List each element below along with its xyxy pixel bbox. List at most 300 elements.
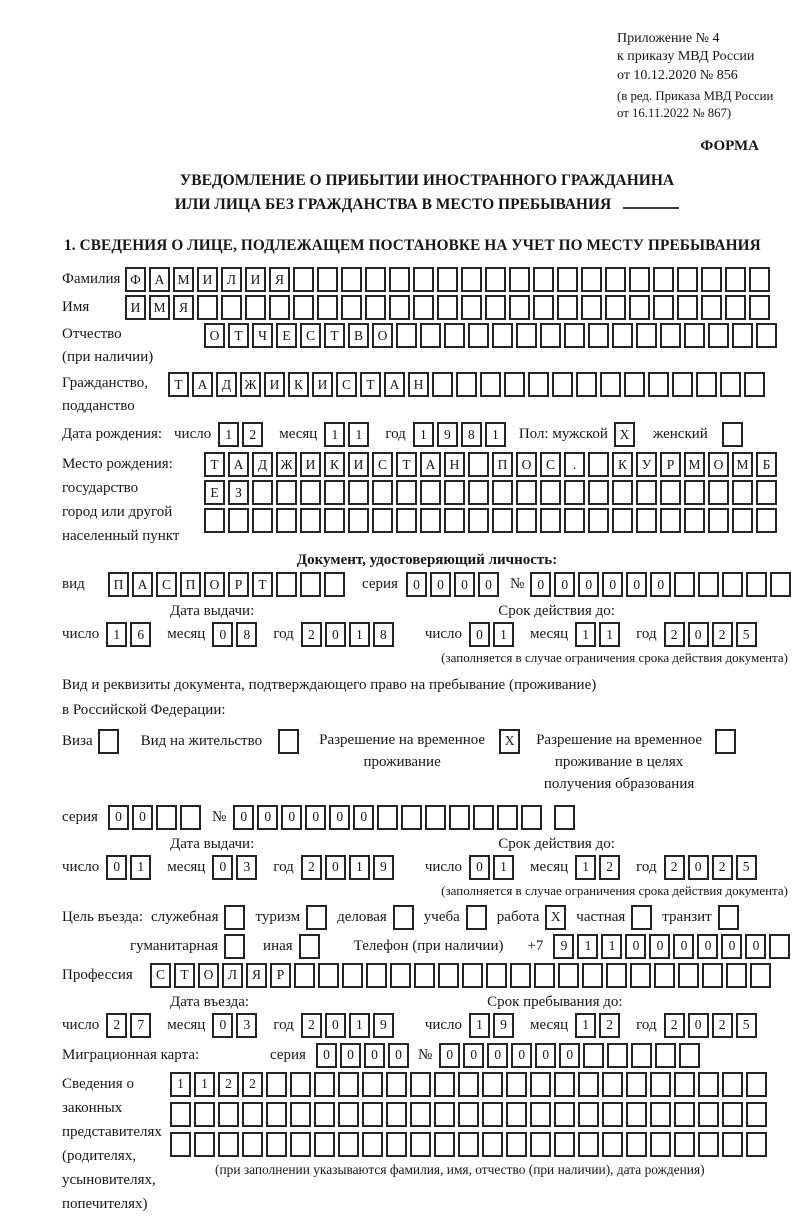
char-box[interactable]: 2 xyxy=(301,622,322,647)
char-box[interactable]: Ф xyxy=(125,267,146,292)
char-box[interactable]: 0 xyxy=(364,1043,385,1068)
char-box[interactable] xyxy=(530,1102,551,1127)
char-box[interactable] xyxy=(677,267,698,292)
char-box[interactable]: 0 xyxy=(721,934,742,959)
char-box[interactable] xyxy=(341,295,362,320)
char-box[interactable] xyxy=(324,480,345,505)
char-box[interactable]: Т xyxy=(252,572,273,597)
char-box[interactable] xyxy=(750,963,771,988)
char-box[interactable]: 0 xyxy=(535,1043,556,1068)
char-box[interactable] xyxy=(420,480,441,505)
char-box[interactable] xyxy=(600,372,621,397)
char-box[interactable]: 7 xyxy=(130,1013,151,1038)
char-box[interactable]: 1 xyxy=(130,855,151,880)
char-box[interactable] xyxy=(626,1072,647,1097)
char-box[interactable]: 0 xyxy=(257,805,278,830)
char-box[interactable]: С xyxy=(336,372,357,397)
char-box[interactable]: 0 xyxy=(325,622,346,647)
char-box[interactable]: Б xyxy=(756,452,777,477)
char-box[interactable] xyxy=(588,323,609,348)
char-box[interactable]: Д xyxy=(252,452,273,477)
char-box[interactable]: А xyxy=(149,267,170,292)
char-box[interactable] xyxy=(718,905,739,930)
char-box[interactable] xyxy=(458,1132,479,1157)
char-box[interactable] xyxy=(698,572,719,597)
char-box[interactable]: 8 xyxy=(236,622,257,647)
char-box[interactable]: X xyxy=(614,422,635,447)
char-box[interactable] xyxy=(756,508,777,533)
char-box[interactable]: Т xyxy=(204,452,225,477)
char-box[interactable] xyxy=(674,1132,695,1157)
char-box[interactable] xyxy=(266,1072,287,1097)
char-box[interactable]: Л xyxy=(222,963,243,988)
char-box[interactable]: 1 xyxy=(577,934,598,959)
char-box[interactable]: 1 xyxy=(349,855,370,880)
char-box[interactable] xyxy=(420,508,441,533)
char-box[interactable] xyxy=(224,905,245,930)
char-box[interactable] xyxy=(389,295,410,320)
char-box[interactable] xyxy=(588,452,609,477)
char-box[interactable]: Т xyxy=(324,323,345,348)
char-box[interactable] xyxy=(504,372,525,397)
char-box[interactable]: 0 xyxy=(132,805,153,830)
char-box[interactable]: X xyxy=(499,729,520,754)
char-box[interactable]: К xyxy=(324,452,345,477)
char-box[interactable] xyxy=(660,508,681,533)
char-box[interactable] xyxy=(466,905,487,930)
char-box[interactable]: 0 xyxy=(406,572,427,597)
char-box[interactable] xyxy=(269,295,290,320)
char-box[interactable] xyxy=(678,963,699,988)
char-box[interactable]: 1 xyxy=(575,1013,596,1038)
char-box[interactable] xyxy=(458,1072,479,1097)
char-box[interactable]: 2 xyxy=(242,1072,263,1097)
char-box[interactable]: И xyxy=(245,267,266,292)
char-box[interactable] xyxy=(648,372,669,397)
char-box[interactable]: Ж xyxy=(240,372,261,397)
char-box[interactable] xyxy=(612,323,633,348)
char-box[interactable] xyxy=(306,905,327,930)
char-box[interactable] xyxy=(722,1132,743,1157)
char-box[interactable]: 9 xyxy=(437,422,458,447)
char-box[interactable]: 0 xyxy=(325,1013,346,1038)
char-box[interactable]: М xyxy=(732,452,753,477)
char-box[interactable] xyxy=(473,805,494,830)
char-box[interactable]: 0 xyxy=(559,1043,580,1068)
char-box[interactable] xyxy=(660,323,681,348)
char-box[interactable] xyxy=(197,295,218,320)
char-box[interactable] xyxy=(266,1102,287,1127)
char-box[interactable]: М xyxy=(173,267,194,292)
char-box[interactable] xyxy=(314,1072,335,1097)
char-box[interactable] xyxy=(605,267,626,292)
char-box[interactable] xyxy=(696,372,717,397)
char-box[interactable] xyxy=(401,805,422,830)
char-box[interactable] xyxy=(170,1102,191,1127)
char-box[interactable]: 5 xyxy=(736,622,757,647)
char-box[interactable]: Т xyxy=(360,372,381,397)
char-box[interactable]: 2 xyxy=(664,855,685,880)
char-box[interactable] xyxy=(540,323,561,348)
char-box[interactable] xyxy=(420,323,441,348)
char-box[interactable]: К xyxy=(288,372,309,397)
char-box[interactable] xyxy=(602,1132,623,1157)
char-box[interactable]: 5 xyxy=(736,855,757,880)
char-box[interactable]: 2 xyxy=(664,622,685,647)
char-box[interactable]: И xyxy=(197,267,218,292)
char-box[interactable]: 0 xyxy=(316,1043,337,1068)
char-box[interactable] xyxy=(581,295,602,320)
char-box[interactable] xyxy=(698,1102,719,1127)
char-box[interactable] xyxy=(245,295,266,320)
char-box[interactable] xyxy=(756,323,777,348)
char-box[interactable]: 0 xyxy=(688,855,709,880)
char-box[interactable] xyxy=(746,572,767,597)
char-box[interactable]: 2 xyxy=(664,1013,685,1038)
char-box[interactable] xyxy=(156,805,177,830)
char-box[interactable]: 0 xyxy=(487,1043,508,1068)
char-box[interactable]: 0 xyxy=(649,934,670,959)
char-box[interactable] xyxy=(492,508,513,533)
char-box[interactable]: 0 xyxy=(469,622,490,647)
char-box[interactable] xyxy=(486,963,507,988)
char-box[interactable] xyxy=(480,372,501,397)
char-box[interactable] xyxy=(462,963,483,988)
char-box[interactable] xyxy=(338,1132,359,1157)
char-box[interactable]: 9 xyxy=(373,1013,394,1038)
char-box[interactable]: 0 xyxy=(454,572,475,597)
char-box[interactable]: 0 xyxy=(578,572,599,597)
char-box[interactable] xyxy=(722,1072,743,1097)
char-box[interactable]: Ч xyxy=(252,323,273,348)
char-box[interactable]: 2 xyxy=(599,855,620,880)
char-box[interactable] xyxy=(362,1132,383,1157)
char-box[interactable]: 0 xyxy=(108,805,129,830)
char-box[interactable]: 8 xyxy=(373,622,394,647)
char-box[interactable] xyxy=(300,480,321,505)
char-box[interactable] xyxy=(414,963,435,988)
char-box[interactable] xyxy=(631,905,652,930)
char-box[interactable] xyxy=(468,508,489,533)
char-box[interactable] xyxy=(386,1072,407,1097)
char-box[interactable] xyxy=(698,1132,719,1157)
char-box[interactable]: 1 xyxy=(194,1072,215,1097)
char-box[interactable] xyxy=(732,323,753,348)
char-box[interactable]: 2 xyxy=(242,422,263,447)
char-box[interactable]: С xyxy=(540,452,561,477)
char-box[interactable] xyxy=(468,452,489,477)
char-box[interactable] xyxy=(630,963,651,988)
char-box[interactable] xyxy=(314,1132,335,1157)
char-box[interactable]: 1 xyxy=(413,422,434,447)
char-box[interactable] xyxy=(564,508,585,533)
char-box[interactable]: П xyxy=(108,572,129,597)
char-box[interactable] xyxy=(722,1102,743,1127)
char-box[interactable] xyxy=(631,1043,652,1068)
char-box[interactable] xyxy=(468,323,489,348)
char-box[interactable]: В xyxy=(348,323,369,348)
char-box[interactable] xyxy=(725,267,746,292)
char-box[interactable]: 0 xyxy=(340,1043,361,1068)
char-box[interactable]: 3 xyxy=(236,1013,257,1038)
char-box[interactable]: 0 xyxy=(281,805,302,830)
char-box[interactable] xyxy=(521,805,542,830)
char-box[interactable] xyxy=(386,1102,407,1127)
char-box[interactable]: 1 xyxy=(469,1013,490,1038)
char-box[interactable]: 0 xyxy=(212,622,233,647)
char-box[interactable] xyxy=(578,1072,599,1097)
char-box[interactable] xyxy=(725,295,746,320)
char-box[interactable] xyxy=(228,508,249,533)
char-box[interactable] xyxy=(386,1132,407,1157)
char-box[interactable] xyxy=(674,572,695,597)
char-box[interactable] xyxy=(650,1102,671,1127)
char-box[interactable] xyxy=(540,508,561,533)
char-box[interactable] xyxy=(746,1132,767,1157)
char-box[interactable] xyxy=(653,267,674,292)
char-box[interactable] xyxy=(506,1132,527,1157)
char-box[interactable]: 1 xyxy=(601,934,622,959)
char-box[interactable] xyxy=(629,267,650,292)
char-box[interactable]: П xyxy=(492,452,513,477)
char-box[interactable] xyxy=(396,508,417,533)
char-box[interactable] xyxy=(372,508,393,533)
char-box[interactable]: У xyxy=(636,452,657,477)
char-box[interactable]: А xyxy=(132,572,153,597)
char-box[interactable] xyxy=(588,480,609,505)
char-box[interactable]: Я xyxy=(246,963,267,988)
char-box[interactable] xyxy=(314,1102,335,1127)
char-box[interactable] xyxy=(218,1132,239,1157)
char-box[interactable] xyxy=(221,295,242,320)
char-box[interactable] xyxy=(509,267,530,292)
char-box[interactable] xyxy=(432,372,453,397)
char-box[interactable]: 0 xyxy=(625,934,646,959)
char-box[interactable] xyxy=(660,480,681,505)
char-box[interactable]: 0 xyxy=(212,855,233,880)
char-box[interactable]: 3 xyxy=(236,855,257,880)
char-box[interactable]: 0 xyxy=(650,572,671,597)
char-box[interactable] xyxy=(276,508,297,533)
char-box[interactable] xyxy=(530,1072,551,1097)
char-box[interactable] xyxy=(506,1072,527,1097)
char-box[interactable] xyxy=(293,267,314,292)
char-box[interactable] xyxy=(509,295,530,320)
char-box[interactable]: И xyxy=(125,295,146,320)
char-box[interactable] xyxy=(702,963,723,988)
char-box[interactable] xyxy=(606,963,627,988)
char-box[interactable]: 2 xyxy=(301,855,322,880)
char-box[interactable] xyxy=(612,508,633,533)
char-box[interactable]: Д xyxy=(216,372,237,397)
char-box[interactable]: 2 xyxy=(218,1072,239,1097)
char-box[interactable] xyxy=(317,267,338,292)
char-box[interactable] xyxy=(242,1102,263,1127)
char-box[interactable] xyxy=(746,1102,767,1127)
char-box[interactable]: А xyxy=(228,452,249,477)
char-box[interactable]: 2 xyxy=(712,622,733,647)
char-box[interactable]: 6 xyxy=(130,622,151,647)
char-box[interactable] xyxy=(425,805,446,830)
char-box[interactable]: З xyxy=(228,480,249,505)
char-box[interactable] xyxy=(534,963,555,988)
char-box[interactable] xyxy=(365,267,386,292)
char-box[interactable]: 0 xyxy=(688,622,709,647)
char-box[interactable]: И xyxy=(348,452,369,477)
char-box[interactable] xyxy=(554,805,575,830)
char-box[interactable]: Р xyxy=(228,572,249,597)
char-box[interactable]: 1 xyxy=(349,622,370,647)
char-box[interactable] xyxy=(722,422,743,447)
char-box[interactable] xyxy=(653,295,674,320)
char-box[interactable]: А xyxy=(192,372,213,397)
char-box[interactable]: Я xyxy=(269,267,290,292)
char-box[interactable]: А xyxy=(384,372,405,397)
char-box[interactable] xyxy=(482,1072,503,1097)
char-box[interactable] xyxy=(434,1102,455,1127)
char-box[interactable] xyxy=(444,323,465,348)
char-box[interactable]: С xyxy=(156,572,177,597)
char-box[interactable] xyxy=(749,295,770,320)
char-box[interactable] xyxy=(348,508,369,533)
char-box[interactable] xyxy=(530,1132,551,1157)
char-box[interactable] xyxy=(558,963,579,988)
char-box[interactable] xyxy=(497,805,518,830)
char-box[interactable] xyxy=(746,1072,767,1097)
char-box[interactable]: Н xyxy=(444,452,465,477)
char-box[interactable] xyxy=(396,323,417,348)
char-box[interactable] xyxy=(506,1102,527,1127)
char-box[interactable]: 0 xyxy=(106,855,127,880)
char-box[interactable] xyxy=(732,508,753,533)
char-box[interactable] xyxy=(485,267,506,292)
char-box[interactable]: М xyxy=(149,295,170,320)
char-box[interactable] xyxy=(410,1102,431,1127)
char-box[interactable] xyxy=(468,480,489,505)
char-box[interactable]: 9 xyxy=(373,855,394,880)
char-box[interactable] xyxy=(674,1102,695,1127)
char-box[interactable]: 0 xyxy=(478,572,499,597)
char-box[interactable] xyxy=(722,572,743,597)
char-box[interactable] xyxy=(701,295,722,320)
char-box[interactable] xyxy=(413,295,434,320)
char-box[interactable] xyxy=(224,934,245,959)
char-box[interactable] xyxy=(396,480,417,505)
char-box[interactable] xyxy=(557,267,578,292)
char-box[interactable] xyxy=(684,508,705,533)
char-box[interactable] xyxy=(684,480,705,505)
char-box[interactable] xyxy=(413,267,434,292)
char-box[interactable]: С xyxy=(372,452,393,477)
char-box[interactable] xyxy=(602,1072,623,1097)
char-box[interactable] xyxy=(290,1132,311,1157)
char-box[interactable] xyxy=(276,480,297,505)
char-box[interactable]: 1 xyxy=(218,422,239,447)
char-box[interactable] xyxy=(437,267,458,292)
char-box[interactable] xyxy=(393,905,414,930)
char-box[interactable] xyxy=(708,480,729,505)
char-box[interactable]: Ж xyxy=(276,452,297,477)
char-box[interactable] xyxy=(720,372,741,397)
char-box[interactable]: С xyxy=(300,323,321,348)
char-box[interactable] xyxy=(266,1132,287,1157)
char-box[interactable] xyxy=(770,572,791,597)
char-box[interactable] xyxy=(299,934,320,959)
char-box[interactable]: 0 xyxy=(325,855,346,880)
char-box[interactable] xyxy=(366,963,387,988)
char-box[interactable] xyxy=(701,267,722,292)
char-box[interactable]: Р xyxy=(270,963,291,988)
char-box[interactable]: 1 xyxy=(599,622,620,647)
char-box[interactable]: 0 xyxy=(388,1043,409,1068)
char-box[interactable] xyxy=(726,963,747,988)
char-box[interactable]: 1 xyxy=(106,622,127,647)
char-box[interactable] xyxy=(276,572,297,597)
char-box[interactable]: 0 xyxy=(673,934,694,959)
char-box[interactable] xyxy=(607,1043,628,1068)
char-box[interactable]: И xyxy=(300,452,321,477)
char-box[interactable] xyxy=(290,1072,311,1097)
char-box[interactable] xyxy=(482,1102,503,1127)
char-box[interactable] xyxy=(390,963,411,988)
char-box[interactable]: К xyxy=(612,452,633,477)
char-box[interactable] xyxy=(300,572,321,597)
char-box[interactable] xyxy=(744,372,765,397)
char-box[interactable] xyxy=(438,963,459,988)
char-box[interactable] xyxy=(434,1072,455,1097)
char-box[interactable]: X xyxy=(545,905,566,930)
char-box[interactable] xyxy=(698,1072,719,1097)
char-box[interactable] xyxy=(204,508,225,533)
char-box[interactable]: Т xyxy=(168,372,189,397)
char-box[interactable]: О xyxy=(516,452,537,477)
char-box[interactable] xyxy=(588,508,609,533)
char-box[interactable]: М xyxy=(684,452,705,477)
char-box[interactable]: Н xyxy=(408,372,429,397)
char-box[interactable] xyxy=(578,1102,599,1127)
char-box[interactable]: Т xyxy=(174,963,195,988)
char-box[interactable] xyxy=(654,963,675,988)
char-box[interactable]: О xyxy=(204,572,225,597)
char-box[interactable]: 0 xyxy=(305,805,326,830)
char-box[interactable] xyxy=(581,267,602,292)
char-box[interactable] xyxy=(708,508,729,533)
char-box[interactable]: 0 xyxy=(688,1013,709,1038)
char-box[interactable]: 0 xyxy=(602,572,623,597)
char-box[interactable]: 2 xyxy=(599,1013,620,1038)
char-box[interactable] xyxy=(444,480,465,505)
char-box[interactable] xyxy=(756,480,777,505)
char-box[interactable]: О xyxy=(204,323,225,348)
char-box[interactable] xyxy=(437,295,458,320)
char-box[interactable]: 0 xyxy=(554,572,575,597)
char-box[interactable]: Л xyxy=(221,267,242,292)
char-box[interactable] xyxy=(578,1132,599,1157)
char-box[interactable]: 1 xyxy=(493,855,514,880)
char-box[interactable] xyxy=(362,1072,383,1097)
char-box[interactable] xyxy=(252,508,273,533)
char-box[interactable] xyxy=(650,1132,671,1157)
char-box[interactable] xyxy=(434,1132,455,1157)
char-box[interactable] xyxy=(636,480,657,505)
char-box[interactable] xyxy=(552,372,573,397)
char-box[interactable] xyxy=(365,295,386,320)
char-box[interactable]: 0 xyxy=(439,1043,460,1068)
char-box[interactable]: 0 xyxy=(511,1043,532,1068)
char-box[interactable] xyxy=(410,1072,431,1097)
char-box[interactable] xyxy=(602,1102,623,1127)
char-box[interactable] xyxy=(510,963,531,988)
